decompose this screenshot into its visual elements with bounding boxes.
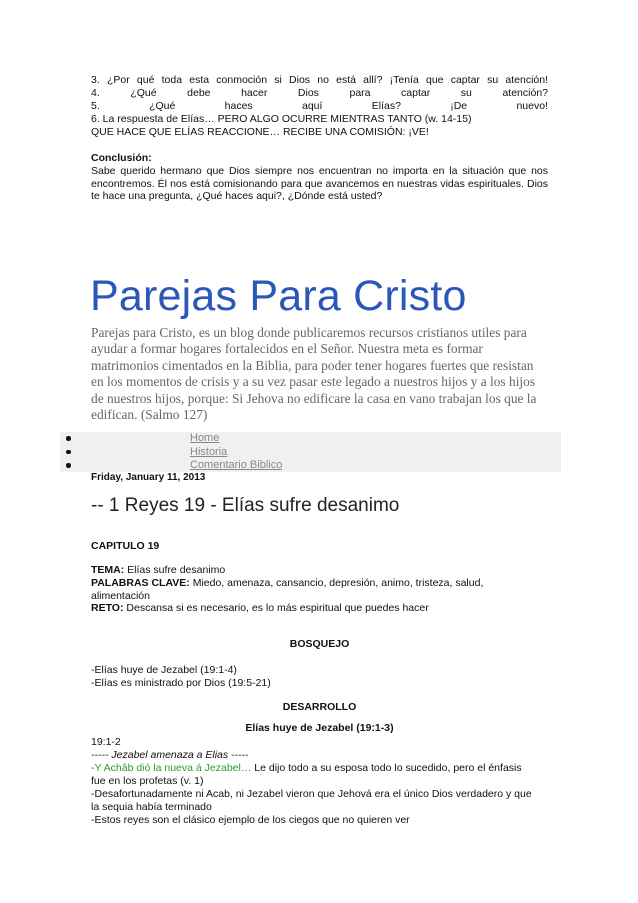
nav-item-comentario-biblico [60,459,561,473]
bosquejo-item-2: -Elías es ministrado por Dios (19:5-21) [91,677,271,689]
palabras-text: Miedo, amenaza, cansancio, depresión, animo, tristeza, salud, [192,577,484,589]
tema-label: TEMA: [91,564,125,576]
bullet-icon [66,436,71,441]
body-line-sequia: la sequia había terminado [91,801,212,813]
desarrollo-heading: DESARROLLO [282,701,357,713]
body-line-profetas: fue en los profetas (v. 1) [91,775,204,787]
point-4: 4. ¿Qué debe hacer Dios para captar su atención? [91,87,548,99]
post-title[interactable]: -- 1 Reyes 19 - Elías sufre desanimo [91,495,400,516]
post-date: Friday, January 11, 2013 [91,472,206,483]
blog-title[interactable]: Parejas Para Cristo [90,272,467,320]
bullet-icon [66,450,71,455]
reto-label: RETO: [91,602,124,614]
conclusion-label: Conclusión: [91,152,152,164]
palabras-label: PALABRAS CLAVE: [91,577,190,589]
nav-item-historia [60,446,561,460]
nav-link-home[interactable]: Home [190,432,220,444]
bosquejo-heading: BOSQUEJO [289,638,350,650]
reto-line [91,602,551,615]
verse-line [91,762,551,775]
point-3: 3. ¿Por qué toda esta conmoción si Dios no está allí? ¡Tenía que captar su atención! [91,74,548,86]
chapter-label: CAPITULO 19 [91,540,160,552]
point-6-continued: QUE HACE QUE ELÍAS REACCIONE… RECIBE UNA COMISIÓN: ¡VE! [91,126,429,138]
nav-bar [60,432,561,472]
body-line-desafortunadamente: -Desafortunadamente ni Acab, ni Jezabel vieron que Jehová era el único Dios verdadero y que [91,788,532,800]
nav-item-home [60,432,561,446]
nav-link-comentario-biblico[interactable]: Comentario Biblico [190,459,283,471]
tema-text: Elías sufre desanimo [127,564,226,576]
bosquejo-item-1: -Elías huye de Jezabel (19:1-4) [91,664,237,676]
verse-reference: 19:1-2 [91,736,121,748]
point-6: 6. La respuesta de Elías… PERO ALGO OCURRE MIENTRAS TANTO (w. 14-15) [91,113,472,125]
point-5: 5. ¿Qué haces aquí Elías? ¡De nuevo! [91,100,548,112]
section-heading: Elías huye de Jezabel (19:1-3) [245,722,394,734]
nav-link-historia[interactable]: Historia [190,445,228,458]
bullet-icon [66,463,71,468]
palabras-line [91,577,551,590]
blog-description: Parejas para Cristo, es un blog donde publicaremos recursos cristianos utiles para ayudar a formar hogares fortalecidos en el Señor. Nuestra meta es formar matrimonios cimentados en la Biblia, para poder tener hogares fuertes que resistan en los momentos de crisis y a su vez pasar este legado a nuestros hijos y a los hijos de nuestros hijos, porque: Si Jehova no edificare la casa en vano trabajan los que la edifican. (Salmo 127) [91,325,537,423]
scripture-quote: -Y Achâb dió la nueva á Jezabel… [91,762,252,774]
body-line-reyes: -Estos reyes son el clásico ejemplo de los ciegos que no quieren ver [91,814,410,826]
conclusion-text: Sabe querido hermano que Dios siempre nos encuentran no importa en la situación que nos encontremos. Él nos está comisionando para que avancemos en nuestras vidas espirituales. Dios te hace una pregunta, ¿Qué haces aqui?, ¿Dónde está usted? [91,165,548,203]
jezabel-subheading: ----- Jezabel amenaza a Elias ----- [91,749,249,761]
tema-line [91,564,551,577]
verse-commentary: Le dijo todo a su esposa todo lo sucedido, pero el énfasis [254,762,522,774]
palabras-text-continued: alimentación [91,590,150,602]
reto-text: Descansa si es necesario, es lo más espiritual que puedes hacer [126,602,429,614]
